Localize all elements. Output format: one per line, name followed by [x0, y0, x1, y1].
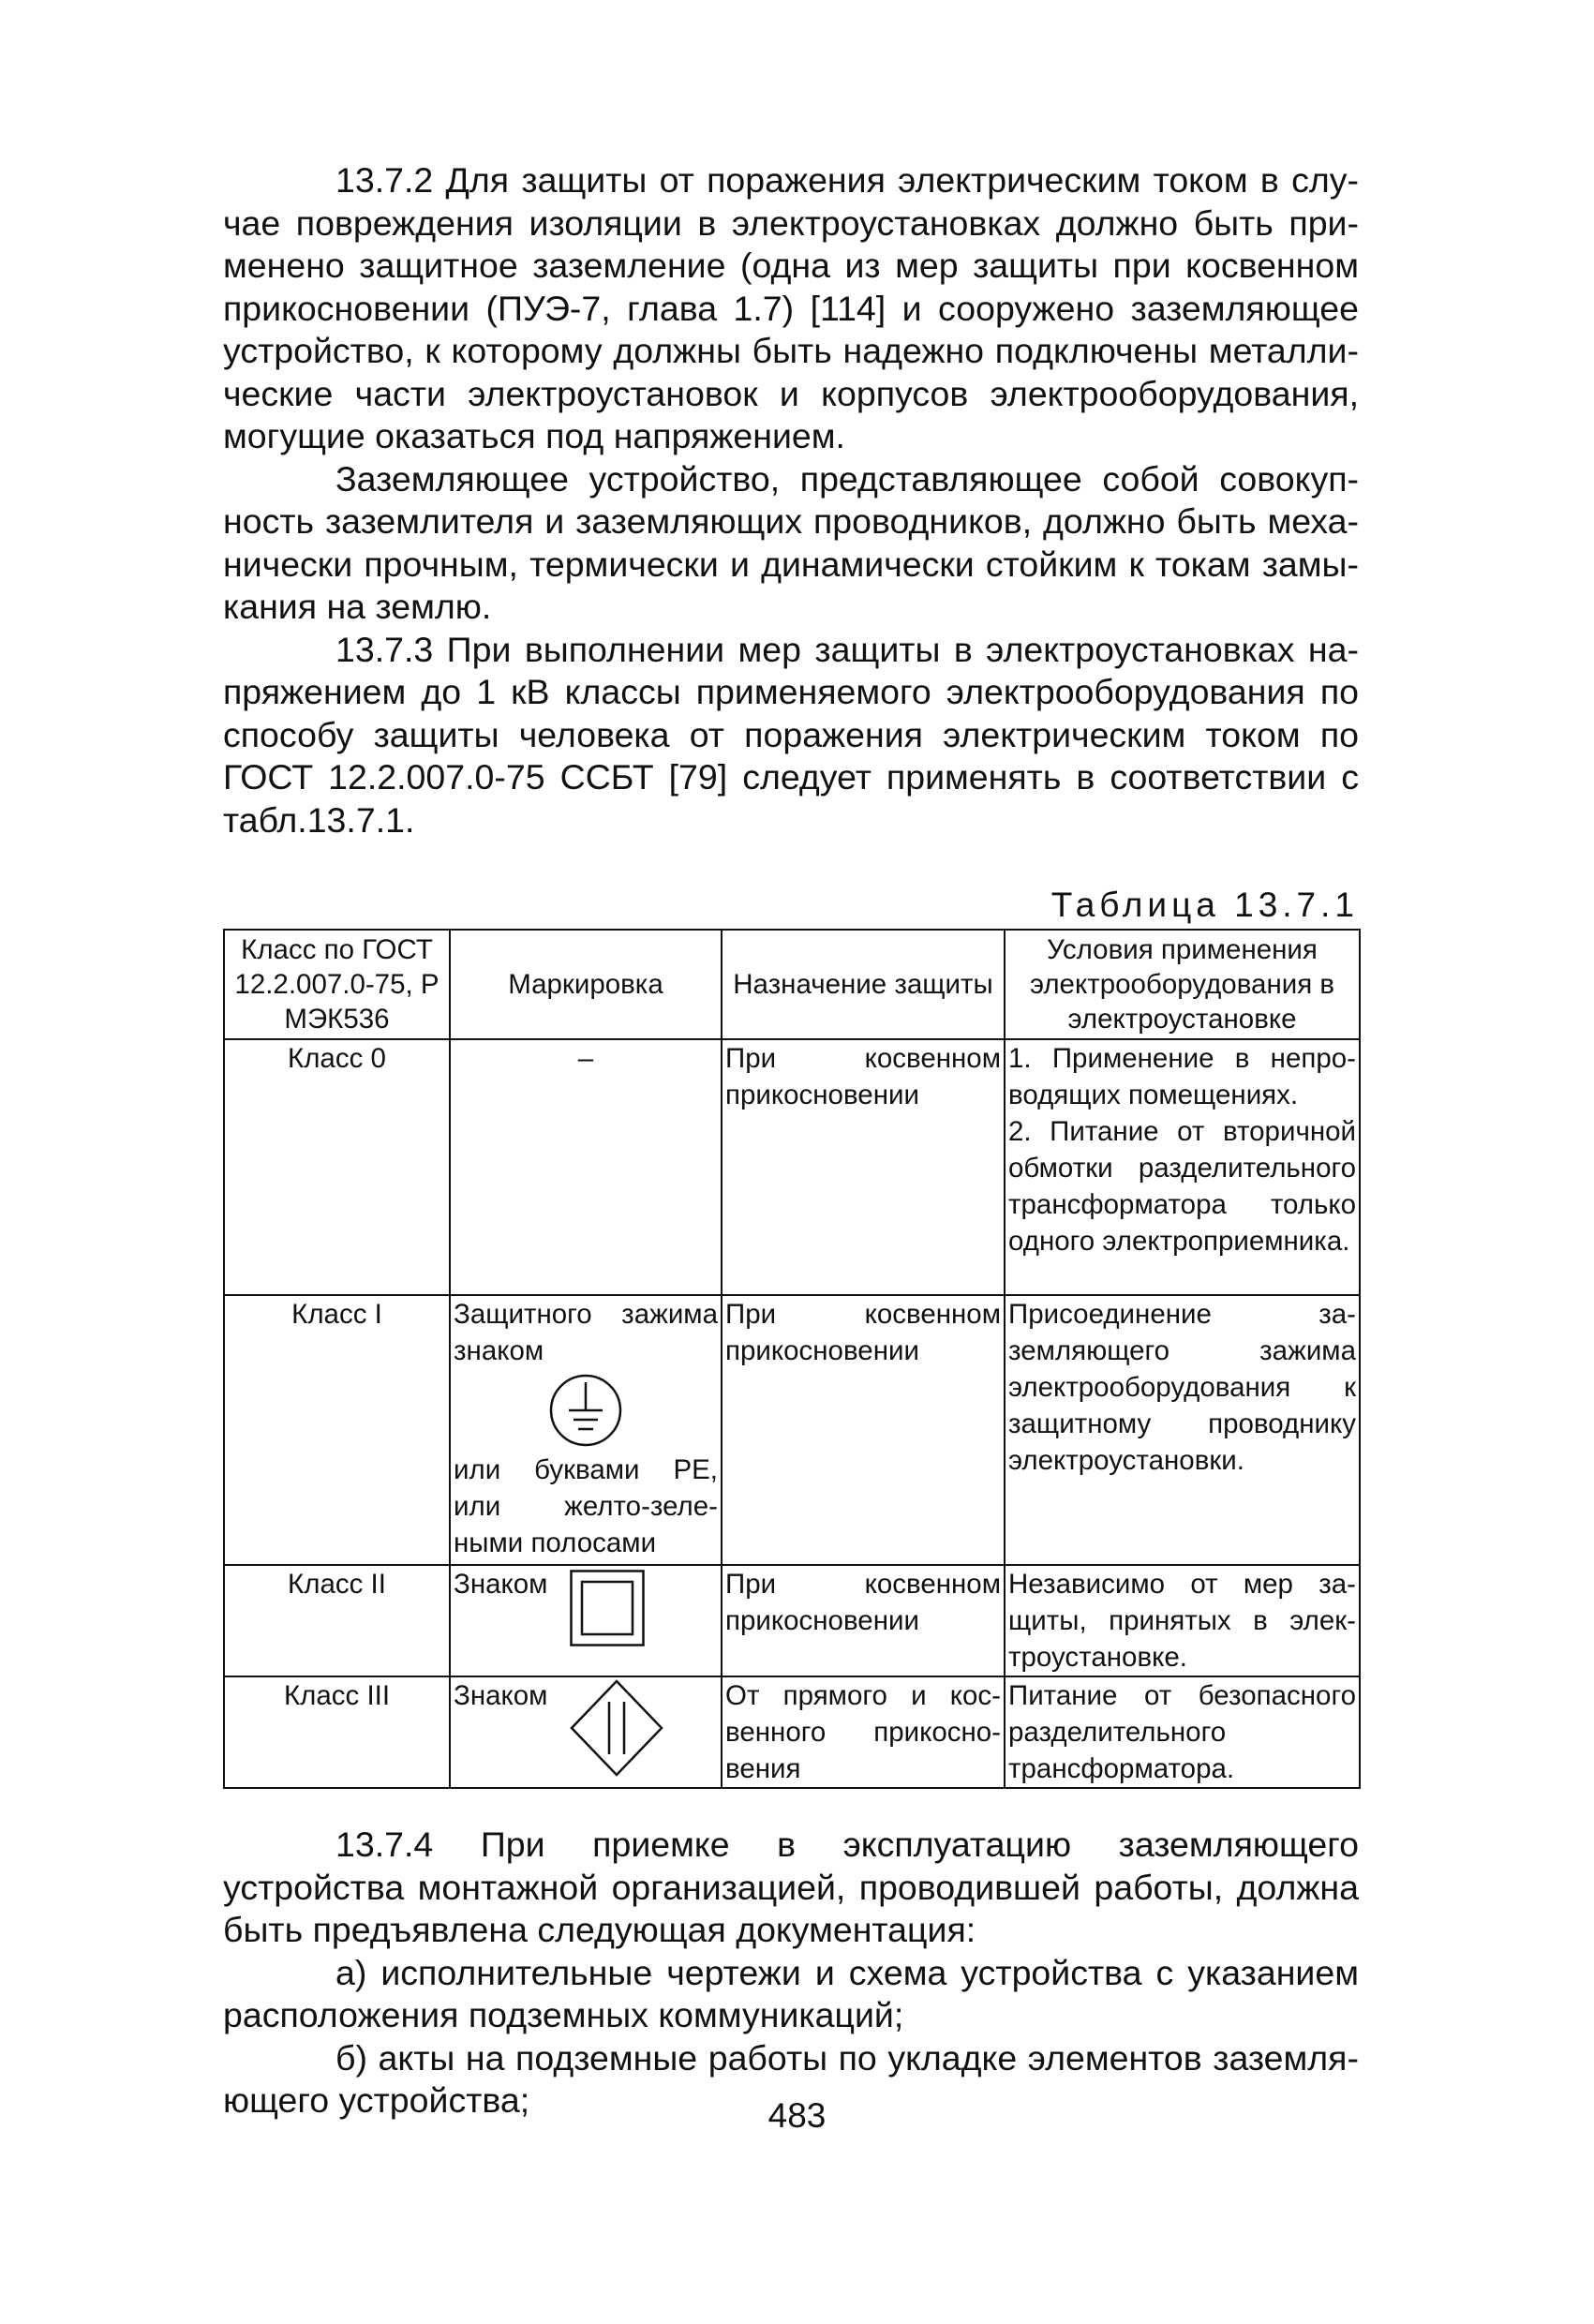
cell-marking: –	[450, 1039, 722, 1295]
cell-purpose: При косвенном прикосновении	[722, 1039, 1005, 1295]
table-row	[224, 1039, 1360, 1295]
marking-text: Знаком	[454, 1569, 548, 1600]
cell-purpose: От прямого и косвенного прикосновения	[722, 1676, 1005, 1788]
double-square-icon	[570, 1570, 645, 1656]
header-class: Класс по ГОСТ 12.2.007.0-75, Р МЭК536	[224, 930, 450, 1039]
paragraph-grounding-device: Заземляющее устройство, представляющее собой совокупность заземлителя и заземляющих проводников, должно быть механически прочным, термически и динамически стойким к токам замыкания на землю.	[223, 458, 1359, 626]
table-row	[224, 1676, 1360, 1788]
diamond-bars-icon	[570, 1679, 663, 1786]
paragraph-13-7-3: 13.7.3 При выполнении мер защиты в электроустановках напряжением до 1 кВ классы применяемого электрооборудования по способу защиты человека от поражения электрическим током по ГОСТ 12.2.007.0-75 ССБТ [79] следует применять в соответствии с табл.13.7.1.	[223, 629, 1359, 840]
cell-conditions: Присоединение заземляющего зажима электрооборудования к защитному проводнику электроустановки.	[1005, 1295, 1360, 1565]
list-item-b: б) акты на подземные работы по укладке элементов заземляющего устройства;	[223, 2037, 1359, 2120]
marking-text: Защитного зажима знаком	[454, 1299, 718, 1366]
marking-text: или буквами РЕ, или желто-зелеными полосами	[454, 1454, 718, 1558]
header-conditions: Условия применения электрооборудования в электроустановке	[1005, 930, 1360, 1039]
header-purpose: Назначение защиты	[722, 930, 1005, 1039]
table-row	[224, 1295, 1360, 1565]
table-header-row	[224, 930, 1360, 1039]
marking-text: Знаком	[454, 1680, 548, 1711]
cell-purpose: При косвенном прикосновении	[722, 1295, 1005, 1565]
table-caption: Таблица 13.7.1	[1050, 886, 1359, 924]
page-body	[223, 159, 1359, 2123]
cell-conditions	[1005, 1039, 1360, 1295]
cell-conditions: Независимо от мер защиты, принятых в электроустановке.	[1005, 1565, 1360, 1676]
equipment-class-table	[223, 929, 1361, 1789]
cell-class: Класс II	[224, 1565, 450, 1676]
list-item-a: а) исполнительные чертежи и схема устройства с указанием расположения подземных коммуникаций;	[223, 1952, 1359, 2034]
condition-item: 1. Применение в непроводящих помещениях.	[1008, 1043, 1356, 1110]
table-row	[224, 1565, 1360, 1676]
page-number: 483	[767, 2096, 827, 2135]
protective-earth-icon	[454, 1373, 718, 1448]
cell-class: Класс 0	[224, 1039, 450, 1295]
cell-purpose: При косвенном прикосновении	[722, 1565, 1005, 1676]
header-marking: Маркировка	[450, 930, 722, 1039]
paragraph-13-7-2: 13.7.2 Для защиты от поражения электрическим током в случае повреждения изоляции в электроустановках должно быть применено защитное заземление (одна из мер защиты при косвенном прикосновении (ПУЭ-7, глава 1.7) [114] и сооружено заземляющее устройство, к которому должны быть надежно подключены металлические части электроустановок и корпусов электрооборудования, могущие оказаться под напряжением.	[223, 160, 1359, 455]
cell-class: Класс I	[224, 1295, 450, 1565]
cell-conditions: Питание от безопасного разделительного трансформатора.	[1005, 1676, 1360, 1788]
cell-marking	[450, 1676, 722, 1788]
paragraph-13-7-4: 13.7.4 При приемке в эксплуатацию заземляющего устройства монтажной организацией, проводившей работы, должна быть предъявлена следующая документация:	[223, 1825, 1359, 1949]
cell-marking	[450, 1565, 722, 1676]
cell-class: Класс III	[224, 1676, 450, 1788]
condition-item: 2. Питание от вторичной обмотки разделительного трансформатора только одного электроприемника.	[1008, 1116, 1356, 1257]
cell-marking	[450, 1295, 722, 1565]
